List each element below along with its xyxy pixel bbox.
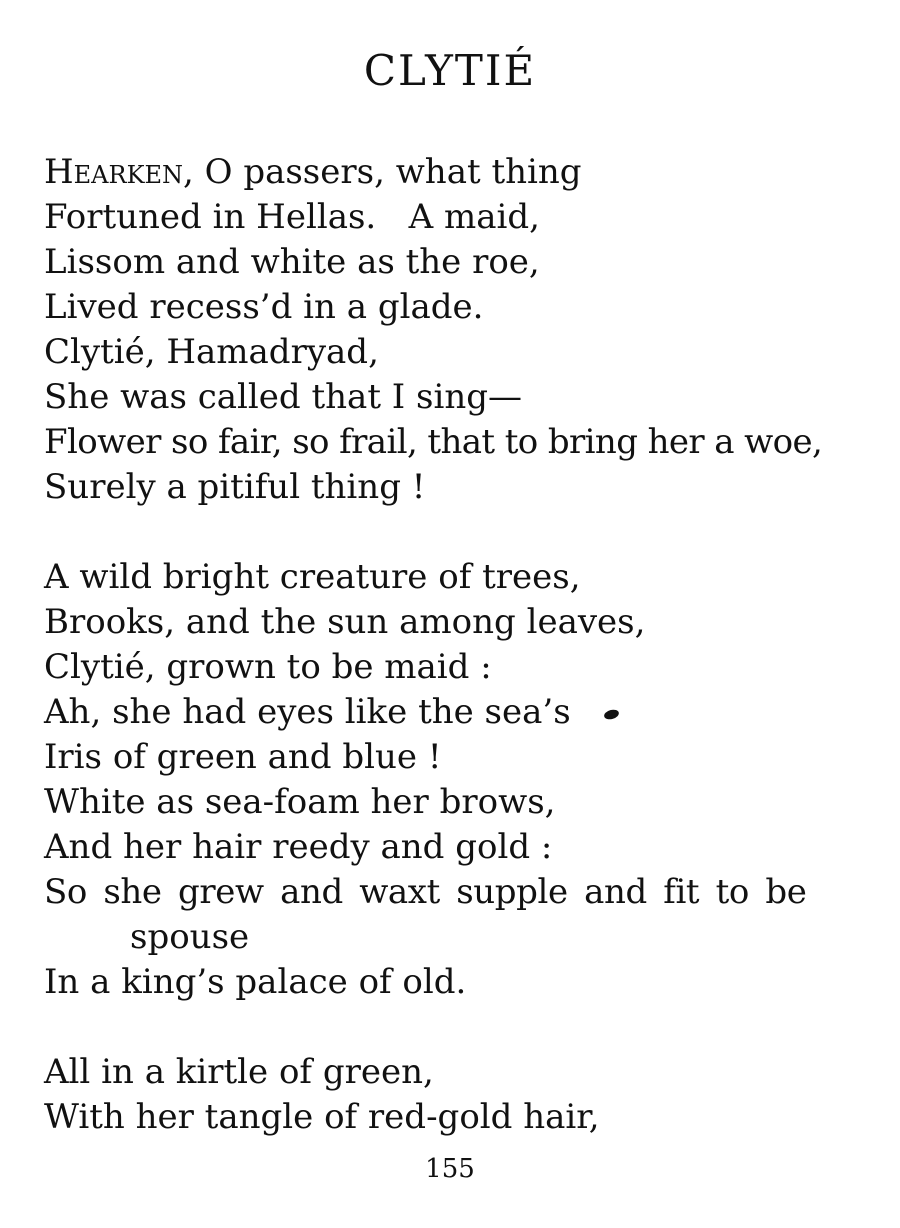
stanza-break — [44, 510, 864, 555]
poem-line: Iris of green and blue ! — [44, 737, 442, 777]
stanza-2 — [44, 555, 864, 1005]
stanza-3 — [44, 1050, 864, 1140]
poem-line: With her tangle of red-gold hair, — [44, 1097, 600, 1137]
page-number: 155 — [425, 1154, 475, 1184]
poem-line: Surely a pitiful thing ! — [44, 467, 426, 507]
poem-line-turnover: spouse — [130, 917, 250, 957]
stanza-1 — [44, 150, 864, 510]
poem-line: So she grew and waxt supple and fit to be — [44, 872, 807, 912]
poem-line: White as sea-foam her brows, — [44, 782, 556, 822]
poem-line: All in a kirtle of green, — [44, 1052, 434, 1092]
poem-line: A wild bright creature of trees, — [44, 557, 581, 597]
poem-line: In a king’s palace of old. — [44, 962, 467, 1002]
poem-line: And her hair reedy and gold : — [44, 827, 553, 867]
poem-line: Lived recess’d in a glade. — [44, 287, 484, 327]
poem-line: Clytié, grown to be maid : — [44, 647, 492, 687]
poem-line — [44, 150, 864, 195]
line-text: , O passers, what thing — [183, 152, 582, 192]
poem-line: Clytié, Hamadryad, — [44, 332, 379, 372]
poem-line: Flower so fair, so frail, that to bring her a woe, — [44, 422, 823, 462]
poem-line: Fortuned in Hellas. A maid, — [44, 197, 540, 237]
poem-line: Lissom and white as the roe, — [44, 242, 540, 282]
poem-line: Ah, she had eyes like the sea’s — [44, 692, 571, 732]
poem-body — [44, 150, 864, 1140]
poem-title: CLYTIÉ — [363, 46, 537, 95]
poem-line: Brooks, and the sun among leaves, — [44, 602, 646, 642]
stanza-break — [44, 1005, 864, 1050]
poem-line: She was called that I sing— — [44, 377, 523, 417]
opening-word: Hearken — [44, 152, 184, 192]
